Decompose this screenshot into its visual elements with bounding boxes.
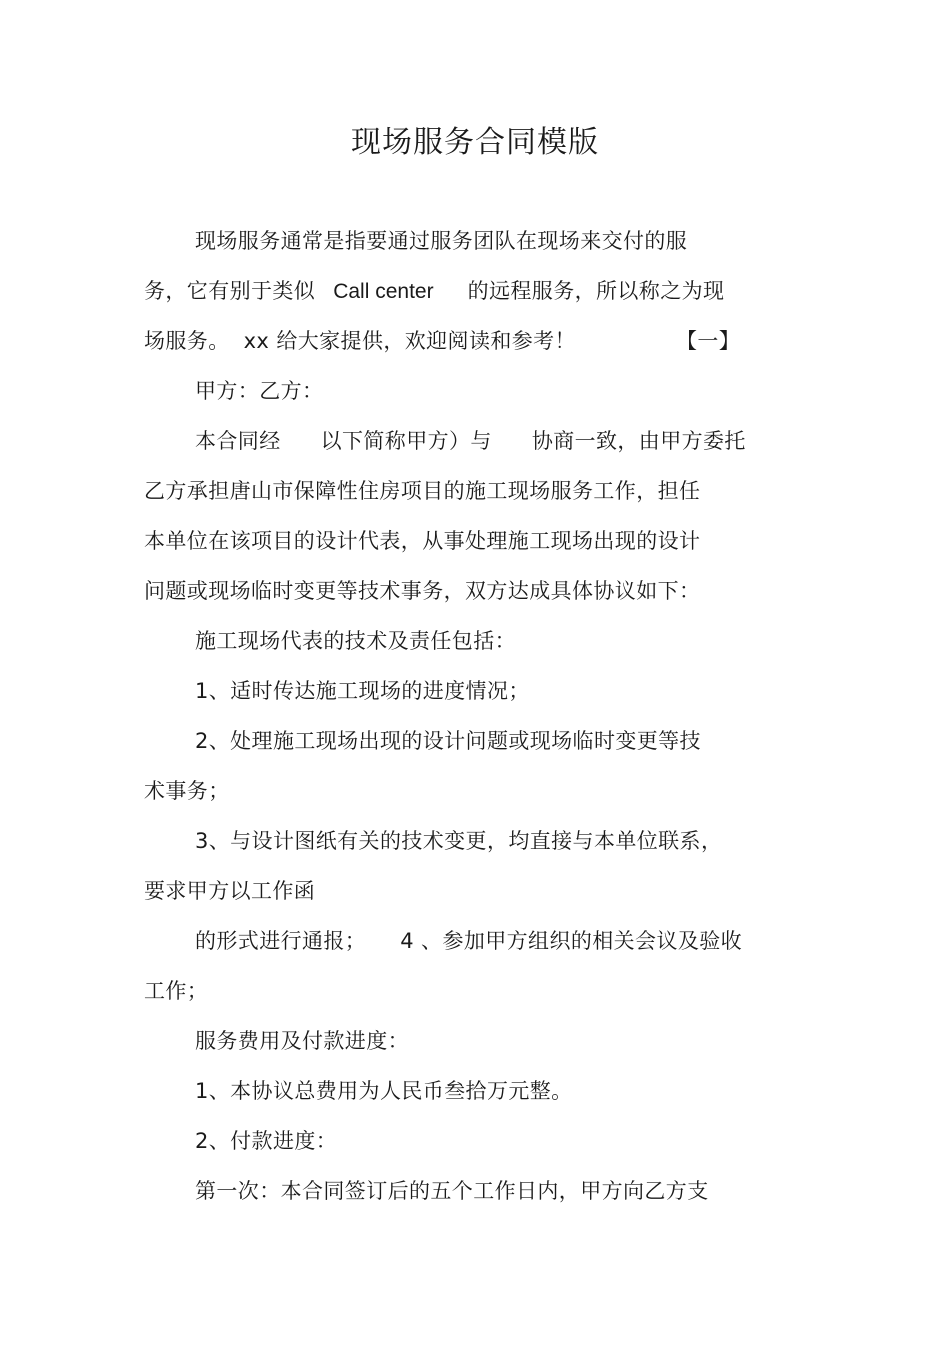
- agreement-line-4: 问题或现场临时变更等技术事务，双方达成具体协议如下：: [144, 579, 701, 603]
- fees-heading: 服务费用及付款进度：: [195, 1029, 409, 1053]
- agreement-line-1-part-b: 以下简称甲方）与: [320, 429, 492, 453]
- duties-item-3-line-3: 的形式进行通报；: [195, 929, 367, 953]
- duties-item-3-line-2: 要求甲方以工作函: [144, 879, 316, 903]
- fees-first-payment: 第一次：本合同签订后的五个工作日内，甲方向乙方支: [195, 1179, 709, 1203]
- agreement-line-1-part-a: 本合同经: [195, 429, 281, 453]
- intro-line-1: 现场服务通常是指要通过服务团队在现场来交付的服: [195, 229, 688, 253]
- intro-line-3-part-a: 场服务。: [144, 329, 230, 353]
- duties-item-3-line-1: 3、与设计图纸有关的技术变更，均直接与本单位联系，: [195, 829, 723, 853]
- section-marker: 【一】: [675, 329, 741, 353]
- fees-item-1: 1、本协议总费用为人民币叁拾万元整。: [195, 1079, 573, 1103]
- duties-item-4-line-1: 4 、参加甲方组织的相关会议及验收: [400, 929, 743, 953]
- intro-line-2-part-c: 的远程服务，所以称之为现: [467, 279, 725, 303]
- intro-line-2: [144, 276, 724, 307]
- duties-item-3-4-line: [195, 926, 742, 956]
- document-title: 现场服务合同模版: [351, 125, 599, 160]
- duties-item-2-line-2: 术事务；: [144, 779, 230, 803]
- agreement-line-1-part-c: 协商一致，由甲方委托: [531, 429, 746, 453]
- parties-line: 甲方：乙方：: [195, 379, 324, 403]
- agreement-line-2: 乙方承担唐山市保障性住房项目的施工现场服务工作，担任: [144, 479, 701, 503]
- agreement-line-1: [195, 426, 746, 456]
- duties-item-4-line-2: 工作；: [144, 979, 209, 1003]
- intro-line-2-part-a: 务，它有别于类似: [144, 279, 316, 303]
- agreement-line-3: 本单位在该项目的设计代表，从事处理施工现场出现的设计: [144, 529, 701, 553]
- duties-heading: 施工现场代表的技术及责任包括：: [195, 629, 516, 653]
- duties-item-2-line-1: 2、处理施工现场出现的设计问题或现场临时变更等技: [195, 729, 701, 753]
- intro-line-3: [144, 326, 740, 356]
- intro-line-3-part-b: xx 给大家提供，欢迎阅读和参考！: [243, 329, 576, 353]
- intro-line-2-part-b: Call center: [333, 280, 434, 303]
- duties-item-1: 1、适时传达施工现场的进度情况；: [195, 679, 530, 703]
- fees-item-2: 2、付款进度：: [195, 1129, 338, 1153]
